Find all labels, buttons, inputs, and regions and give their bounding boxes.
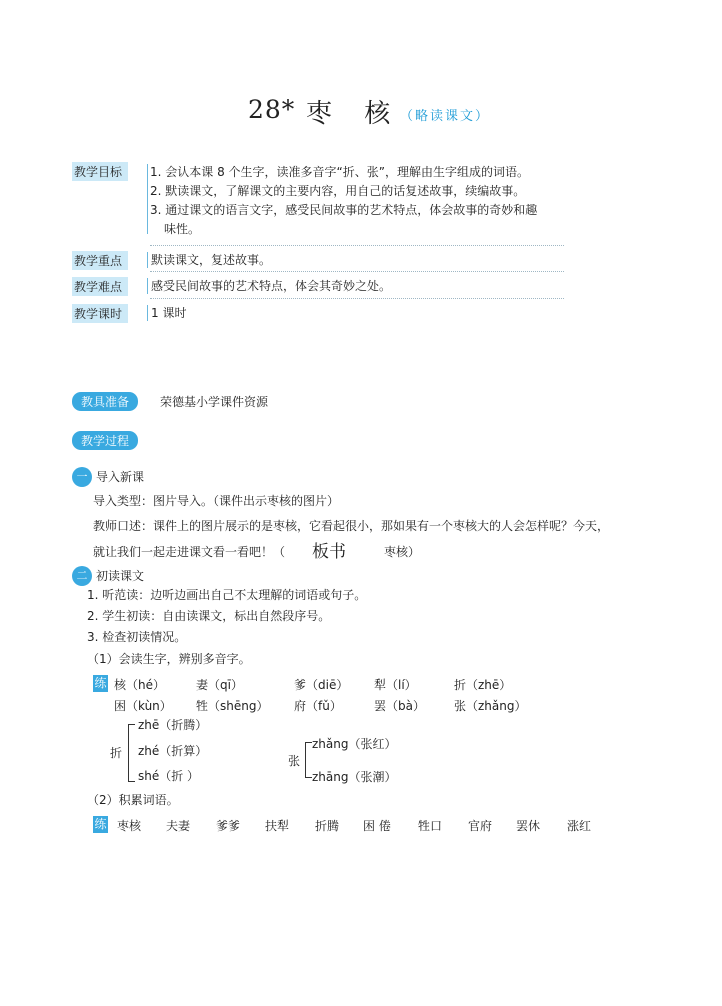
lesson-number: 28* bbox=[248, 95, 296, 124]
process-badge: 教学过程 bbox=[72, 431, 138, 450]
period-text: 1 课时 bbox=[151, 306, 187, 320]
sub-task-2: （2）积累词语。 bbox=[87, 793, 179, 807]
word-item: 夫妻 bbox=[166, 819, 191, 833]
practice-icon: 练 bbox=[94, 676, 107, 690]
board-label: 板书 bbox=[312, 542, 346, 562]
section-1-title: 导入新课 bbox=[96, 470, 145, 484]
difficulty-divider bbox=[147, 278, 148, 294]
word-item: 罢休 bbox=[516, 819, 541, 833]
char-item: 核（hé） bbox=[114, 678, 165, 692]
difficulty-text: 感受民间故事的艺术特点，体会其奇妙之处。 bbox=[151, 279, 392, 293]
zhe-reading-2: zhé（折算） bbox=[138, 744, 208, 758]
word-item: 涨红 bbox=[567, 819, 592, 833]
char-item: 府（fǔ） bbox=[294, 699, 342, 713]
key-point-divider bbox=[147, 252, 148, 268]
period-divider bbox=[147, 305, 148, 321]
zhang-reading-1: zhǎng（张红） bbox=[312, 737, 397, 751]
objective-item-2: 2. 默读课文，了解课文的主要内容，用自己的话复述故事，续编故事。 bbox=[150, 184, 526, 198]
char-item: 困（kùn） bbox=[114, 699, 172, 713]
board-text: 枣核） bbox=[384, 545, 421, 559]
char-item: 折（zhē） bbox=[454, 678, 512, 692]
objective-item-3: 3. 通过课文的语言文字，感受民间故事的艺术特点，体会故事的奇妙和趣 bbox=[150, 203, 538, 217]
word-item: 牲口 bbox=[418, 819, 443, 833]
word-item: 枣核 bbox=[117, 819, 142, 833]
char-item: 妻（qī） bbox=[196, 678, 243, 692]
objectives-label: 教学目标 bbox=[72, 162, 128, 181]
section-1-line-1: 导入类型：图片导入。（课件出示枣核的图片） bbox=[93, 494, 340, 508]
section-2-step-1: 1. 听范读：边听边画出自己不太理解的词语或句子。 bbox=[87, 588, 367, 602]
char-item: 牲（shēng） bbox=[196, 699, 269, 713]
divider-3 bbox=[150, 298, 564, 299]
key-point-text: 默读课文，复述故事。 bbox=[151, 253, 272, 267]
word-item: 爹爹 bbox=[216, 819, 241, 833]
key-point-label: 教学重点 bbox=[72, 251, 128, 270]
section-1-number: 一 bbox=[72, 467, 92, 487]
period-label: 教学课时 bbox=[72, 304, 128, 323]
zhang-reading-2: zhāng（张潮） bbox=[312, 770, 397, 784]
objective-item-1: 1. 会认本课 8 个生字，读准多音字“折、张”，理解由生字组成的词语。 bbox=[150, 165, 529, 179]
brace-zhang bbox=[305, 742, 312, 778]
polyphone-zhe-char: 折 bbox=[110, 746, 123, 760]
difficulty-label: 教学难点 bbox=[72, 277, 128, 296]
section-2-step-2: 2. 学生初读：自由读课文，标出自然段序号。 bbox=[87, 609, 331, 623]
sub-task-1: （1）会读生字，辨别多音字。 bbox=[87, 652, 251, 666]
lesson-title: 枣 核 bbox=[306, 99, 403, 129]
char-item: 犁（lí） bbox=[374, 678, 417, 692]
char-item: 罢（bà） bbox=[374, 699, 425, 713]
char-item: 爹（diē） bbox=[294, 678, 349, 692]
word-item: 官府 bbox=[468, 819, 493, 833]
divider-1 bbox=[150, 245, 564, 246]
char-item: 张（zhǎng） bbox=[454, 699, 527, 713]
lesson-subtitle: （略读课文） bbox=[400, 109, 491, 124]
preparation-text: 荣德基小学课件资源 bbox=[160, 395, 269, 409]
practice-icon: 练 bbox=[94, 817, 107, 831]
divider-2 bbox=[150, 271, 564, 272]
section-1-line-3: 就让我们一起走进课文看一看吧！（ bbox=[93, 545, 286, 559]
section-2-step-3: 3. 检查初读情况。 bbox=[87, 630, 187, 644]
section-1-line-2: 教师口述：课件上的图片展示的是枣核，它看起很小，那如果有一个枣核大的人会怎样呢？今天， bbox=[93, 519, 610, 533]
brace-zhe bbox=[128, 724, 135, 782]
word-item: 扶犁 bbox=[265, 819, 290, 833]
word-item: 折腾 bbox=[315, 819, 340, 833]
objectives-divider bbox=[147, 164, 148, 234]
section-2-title: 初读课文 bbox=[96, 569, 145, 583]
zhe-reading-1: zhē（折腾） bbox=[138, 718, 208, 732]
preparation-badge: 教具准备 bbox=[72, 392, 138, 411]
word-item: 困 倦 bbox=[363, 819, 391, 833]
section-2-number: 二 bbox=[72, 566, 92, 586]
zhe-reading-3: shé（折 ） bbox=[138, 769, 200, 783]
objective-item-3-cont: 味性。 bbox=[164, 222, 201, 236]
polyphone-zhang-char: 张 bbox=[288, 754, 301, 768]
